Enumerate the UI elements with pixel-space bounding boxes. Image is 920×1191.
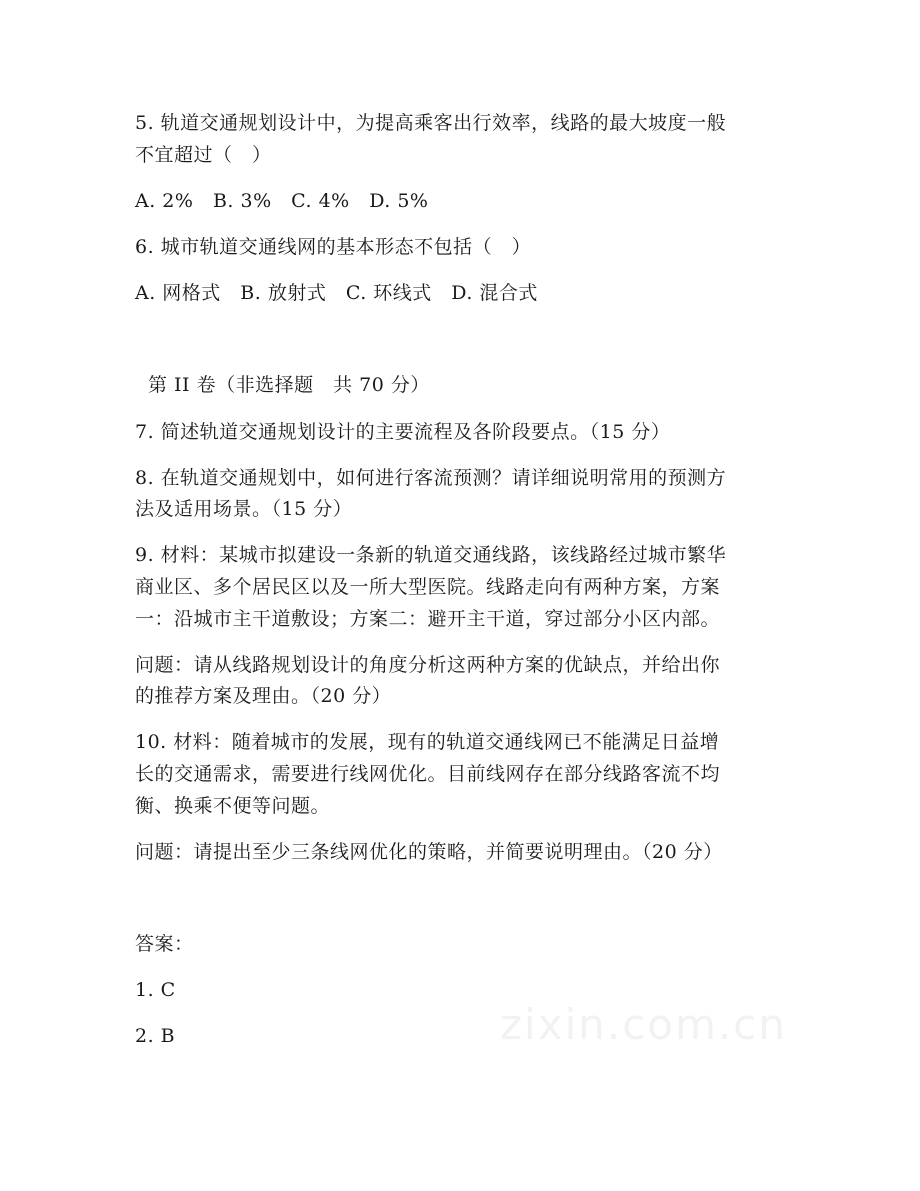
question-6-text: 6. 城市轨道交通线网的基本形态不包括（ ） [135,236,532,258]
question-10-material-continued-2: 衡、换乘不便等问题。 [135,795,331,817]
question-9-prompt: 问题：请从线路规划设计的角度分析这两种方案的优缺点，并给出你 [135,654,721,676]
question-9-material-continued: 商业区、多个居民区以及一所大型医院。线路走向有两种方案，方案 [135,576,721,598]
question-8-text-continued: 法及适用场景。（15 分） [135,498,353,520]
question-6-options: A. 网格式 B. 放射式 C. 环线式 D. 混合式 [135,282,538,304]
question-9-material-continued-2: 一：沿城市主干道敷设；方案二：避开主干道，穿过部分小区内部。 [135,608,721,630]
question-5-text: 5. 轨道交通规划设计中，为提高乘客出行效率，线路的最大坡度一般 [135,112,727,134]
answers-heading: 答案： [135,933,194,955]
watermark: zixin.com.cn [500,1000,787,1049]
answer-2: 2. B [135,1025,176,1047]
section-2-heading: 第 II 卷（非选择题 共 70 分） [148,374,430,396]
question-10-material: 10. 材料：随着城市的发展，现有的轨道交通线网已不能满足日益增 [135,731,720,753]
question-9-prompt-continued: 的推荐方案及理由。（20 分） [135,685,392,707]
question-9-material: 9. 材料：某城市拟建设一条新的轨道交通线路，该线路经过城市繁华 [135,544,727,566]
question-8-text: 8. 在轨道交通规划中，如何进行客流预测？请详细说明常用的预测方 [135,467,727,489]
question-7-text: 7. 简述轨道交通规划设计的主要流程及各阶段要点。（15 分） [135,421,671,443]
question-10-prompt: 问题：请提出至少三条线网优化的策略，并简要说明理由。（20 分） [135,841,723,863]
question-10-material-continued: 长的交通需求，需要进行线网优化。目前线网存在部分线路客流不均 [135,763,721,785]
question-5-text-continued: 不宜超过（ ） [135,144,272,166]
question-5-options: A. 2% B. 3% C. 4% D. 5% [135,190,429,212]
answer-1: 1. C [135,979,176,1001]
